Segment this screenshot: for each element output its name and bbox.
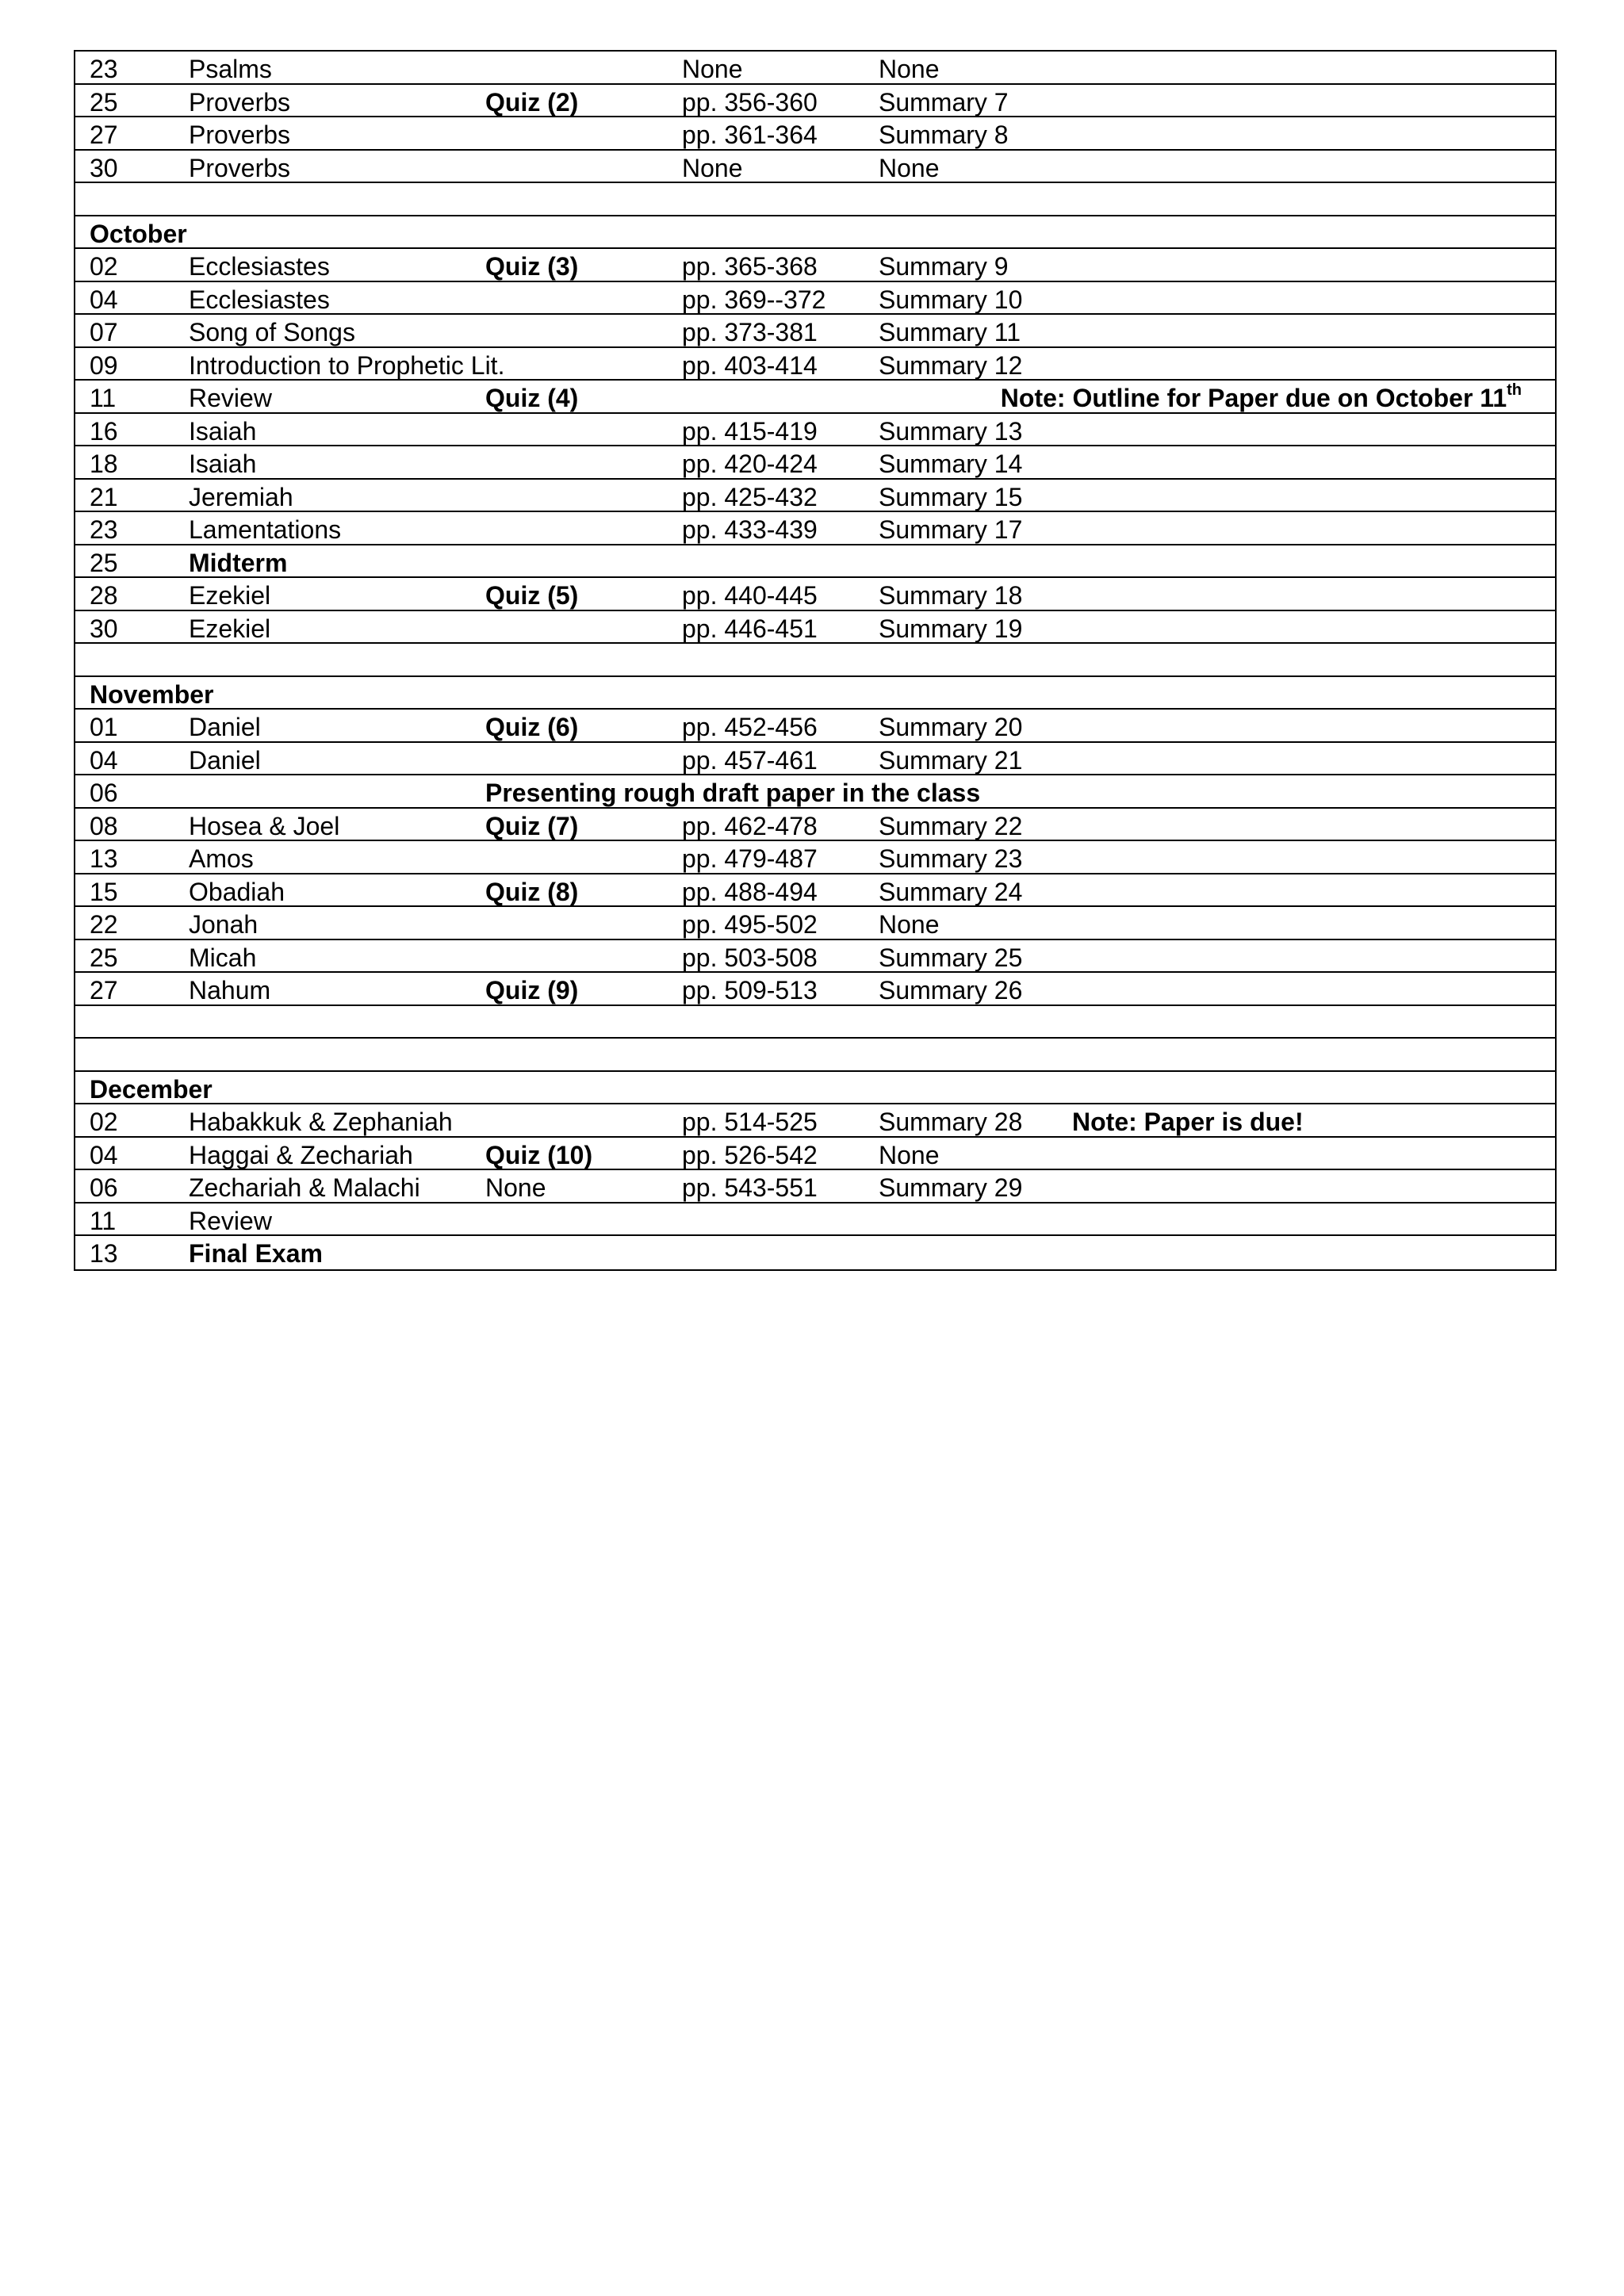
quiz-cell: Quiz (3) xyxy=(485,252,579,281)
note-cell: Note: Paper is due! xyxy=(1072,1108,1304,1136)
pages-cell: pp. 514-525 xyxy=(682,1108,818,1136)
topic-cell: Psalms xyxy=(189,55,272,83)
topic-cell: Midterm xyxy=(189,548,288,577)
pages-cell: pp. 543-551 xyxy=(682,1173,818,1202)
schedule-table xyxy=(74,50,1557,1271)
pages-cell: pp. 433-439 xyxy=(682,515,818,544)
summary-cell: Summary 20 xyxy=(879,713,1023,741)
summary-cell: Summary 22 xyxy=(879,811,1023,840)
summary-cell: Summary 21 xyxy=(879,745,1023,775)
schedule-row xyxy=(75,348,1555,381)
quiz-cell: Quiz (5) xyxy=(485,581,579,610)
note-cell xyxy=(1000,381,1522,412)
blank-row xyxy=(75,644,1555,677)
class-activity-cell: Presenting rough draft paper in the class xyxy=(485,779,981,807)
summary-cell: Summary 24 xyxy=(879,877,1023,906)
day-cell: 22 xyxy=(90,910,118,939)
topic-cell: Ezekiel xyxy=(189,581,271,610)
pages-cell: pp. 457-461 xyxy=(682,745,818,775)
day-cell: 18 xyxy=(90,450,118,478)
blank-row xyxy=(75,1006,1555,1039)
pages-cell: pp. 526-542 xyxy=(682,1140,818,1169)
schedule-row xyxy=(75,85,1555,118)
pages-cell: pp. 509-513 xyxy=(682,976,818,1004)
day-cell: 02 xyxy=(90,1108,118,1136)
topic-cell: Micah xyxy=(189,943,257,972)
pages-cell: None xyxy=(682,55,743,83)
schedule-row xyxy=(75,1138,1555,1171)
pages-cell: pp. 495-502 xyxy=(682,910,818,939)
day-cell: 04 xyxy=(90,285,118,314)
summary-cell: None xyxy=(879,1140,940,1169)
summary-cell: None xyxy=(879,153,940,182)
day-cell: 11 xyxy=(90,384,117,412)
topic-cell: Lamentations xyxy=(189,515,342,544)
blank-row xyxy=(75,1039,1555,1072)
day-cell: 15 xyxy=(90,877,118,906)
day-cell: 11 xyxy=(90,1206,117,1235)
topic-cell: Isaiah xyxy=(189,416,257,446)
summary-cell: Summary 18 xyxy=(879,581,1023,610)
day-cell: 06 xyxy=(90,779,118,807)
schedule-row xyxy=(75,249,1555,282)
schedule-row xyxy=(75,710,1555,743)
schedule-row xyxy=(75,151,1555,184)
pages-cell: pp. 488-494 xyxy=(682,877,818,906)
day-cell: 21 xyxy=(90,482,118,511)
topic-cell: Jeremiah xyxy=(189,482,293,511)
schedule-row xyxy=(75,282,1555,316)
day-cell: 25 xyxy=(90,87,118,117)
schedule-row xyxy=(75,480,1555,513)
day-cell: 01 xyxy=(90,713,118,741)
day-cell: 02 xyxy=(90,252,118,281)
month-label: December xyxy=(90,1074,213,1104)
note-text: Note: Outline for Paper due on October 11 xyxy=(1000,384,1507,412)
schedule-row xyxy=(75,446,1555,480)
day-cell: 09 xyxy=(90,350,118,380)
note-superscript: th xyxy=(1507,381,1522,399)
quiz-cell: Quiz (2) xyxy=(485,87,579,117)
topic-cell: Hosea & Joel xyxy=(189,811,340,840)
pages-cell: pp. 403-414 xyxy=(682,350,818,380)
month-header-row xyxy=(75,677,1555,710)
day-cell: 25 xyxy=(90,548,118,577)
quiz-cell: Quiz (9) xyxy=(485,976,579,1004)
schedule-row xyxy=(75,874,1555,908)
day-cell: 06 xyxy=(90,1173,118,1202)
topic-cell: Proverbs xyxy=(189,121,291,149)
pages-cell: pp. 361-364 xyxy=(682,121,818,149)
pages-cell: pp. 446-451 xyxy=(682,614,818,643)
topic-cell: Amos xyxy=(189,844,254,873)
pages-cell: pp. 420-424 xyxy=(682,450,818,478)
topic-cell: Haggai & Zechariah xyxy=(189,1140,413,1169)
topic-cell: Habakkuk & Zephaniah xyxy=(189,1108,453,1136)
topic-cell: Zechariah & Malachi xyxy=(189,1173,420,1202)
schedule-row xyxy=(75,1104,1555,1138)
schedule-row xyxy=(75,512,1555,545)
topic-cell: Nahum xyxy=(189,976,271,1004)
day-cell: 25 xyxy=(90,943,118,972)
summary-cell: Summary 9 xyxy=(879,252,1009,281)
schedule-row xyxy=(75,578,1555,611)
day-cell: 13 xyxy=(90,1239,118,1268)
blank-row xyxy=(75,183,1555,216)
pages-cell: pp. 425-432 xyxy=(682,482,818,511)
topic-cell: Review xyxy=(189,384,272,412)
pages-cell: pp. 365-368 xyxy=(682,252,818,281)
summary-cell: Summary 26 xyxy=(879,976,1023,1004)
summary-cell: Summary 25 xyxy=(879,943,1023,972)
schedule-row xyxy=(75,743,1555,776)
summary-cell: Summary 28 xyxy=(879,1108,1023,1136)
summary-cell: Summary 15 xyxy=(879,482,1023,511)
pages-cell: pp. 369--372 xyxy=(682,285,826,314)
quiz-cell: Quiz (8) xyxy=(485,877,579,906)
pages-cell: pp. 462-478 xyxy=(682,811,818,840)
schedule-row xyxy=(75,315,1555,348)
summary-cell: Summary 29 xyxy=(879,1173,1023,1202)
topic-cell: Introduction to Prophetic Lit. xyxy=(189,350,505,380)
topic-cell: Proverbs xyxy=(189,87,291,117)
topic-cell: Daniel xyxy=(189,745,261,775)
schedule-row xyxy=(75,1236,1555,1269)
topic-cell: Ezekiel xyxy=(189,614,271,643)
schedule-row xyxy=(75,117,1555,151)
schedule-row xyxy=(75,1170,1555,1203)
schedule-row xyxy=(75,381,1555,414)
day-cell: 23 xyxy=(90,515,118,544)
day-cell: 08 xyxy=(90,811,118,840)
topic-cell: Review xyxy=(189,1206,272,1235)
quiz-cell: Quiz (6) xyxy=(485,713,579,741)
day-cell: 30 xyxy=(90,614,118,643)
day-cell: 28 xyxy=(90,581,118,610)
schedule-row xyxy=(75,1203,1555,1237)
summary-cell: None xyxy=(879,910,940,939)
topic-cell: Final Exam xyxy=(189,1239,323,1268)
summary-cell: Summary 14 xyxy=(879,450,1023,478)
topic-cell: Obadiah xyxy=(189,877,285,906)
topic-cell: Jonah xyxy=(189,910,259,939)
summary-cell: Summary 7 xyxy=(879,87,1009,117)
day-cell: 07 xyxy=(90,318,118,346)
pages-cell: pp. 479-487 xyxy=(682,844,818,873)
topic-cell: Isaiah xyxy=(189,450,257,478)
day-cell: 04 xyxy=(90,1140,118,1169)
day-cell: 23 xyxy=(90,55,118,83)
quiz-cell: Quiz (7) xyxy=(485,811,579,840)
month-label: October xyxy=(90,219,187,248)
pages-cell: pp. 440-445 xyxy=(682,581,818,610)
schedule-row xyxy=(75,414,1555,447)
topic-cell: Song of Songs xyxy=(189,318,355,346)
month-header-row xyxy=(75,1072,1555,1105)
topic-cell: Ecclesiastes xyxy=(189,252,330,281)
pages-cell: pp. 373-381 xyxy=(682,318,818,346)
month-header-row xyxy=(75,216,1555,250)
summary-cell: None xyxy=(879,55,940,83)
day-cell: 27 xyxy=(90,976,118,1004)
pages-cell: pp. 452-456 xyxy=(682,713,818,741)
day-cell: 16 xyxy=(90,416,118,446)
summary-cell: Summary 19 xyxy=(879,614,1023,643)
quiz-cell: None xyxy=(485,1173,546,1202)
summary-cell: Summary 11 xyxy=(879,318,1021,346)
schedule-row xyxy=(75,940,1555,974)
pages-cell: pp. 356-360 xyxy=(682,87,818,117)
summary-cell: Summary 13 xyxy=(879,416,1023,446)
topic-cell: Daniel xyxy=(189,713,261,741)
quiz-cell: Quiz (10) xyxy=(485,1140,593,1169)
pages-cell: pp. 503-508 xyxy=(682,943,818,972)
quiz-cell: Quiz (4) xyxy=(485,384,579,412)
schedule-row xyxy=(75,841,1555,874)
pages-cell: None xyxy=(682,153,743,182)
topic-cell: Proverbs xyxy=(189,153,291,182)
summary-cell: Summary 17 xyxy=(879,515,1023,544)
schedule-row xyxy=(75,545,1555,579)
schedule-row xyxy=(75,775,1555,809)
day-cell: 13 xyxy=(90,844,118,873)
pages-cell: pp. 415-419 xyxy=(682,416,818,446)
day-cell: 04 xyxy=(90,745,118,775)
topic-cell: Ecclesiastes xyxy=(189,285,330,314)
summary-cell: Summary 10 xyxy=(879,285,1023,314)
schedule-row xyxy=(75,973,1555,1006)
schedule-row xyxy=(75,52,1555,85)
summary-cell: Summary 12 xyxy=(879,350,1023,380)
schedule-row xyxy=(75,809,1555,842)
month-label: November xyxy=(90,679,214,709)
summary-cell: Summary 23 xyxy=(879,844,1023,873)
schedule-row xyxy=(75,611,1555,645)
day-cell: 30 xyxy=(90,153,118,182)
schedule-row xyxy=(75,907,1555,940)
day-cell: 27 xyxy=(90,121,118,149)
summary-cell: Summary 8 xyxy=(879,121,1009,149)
